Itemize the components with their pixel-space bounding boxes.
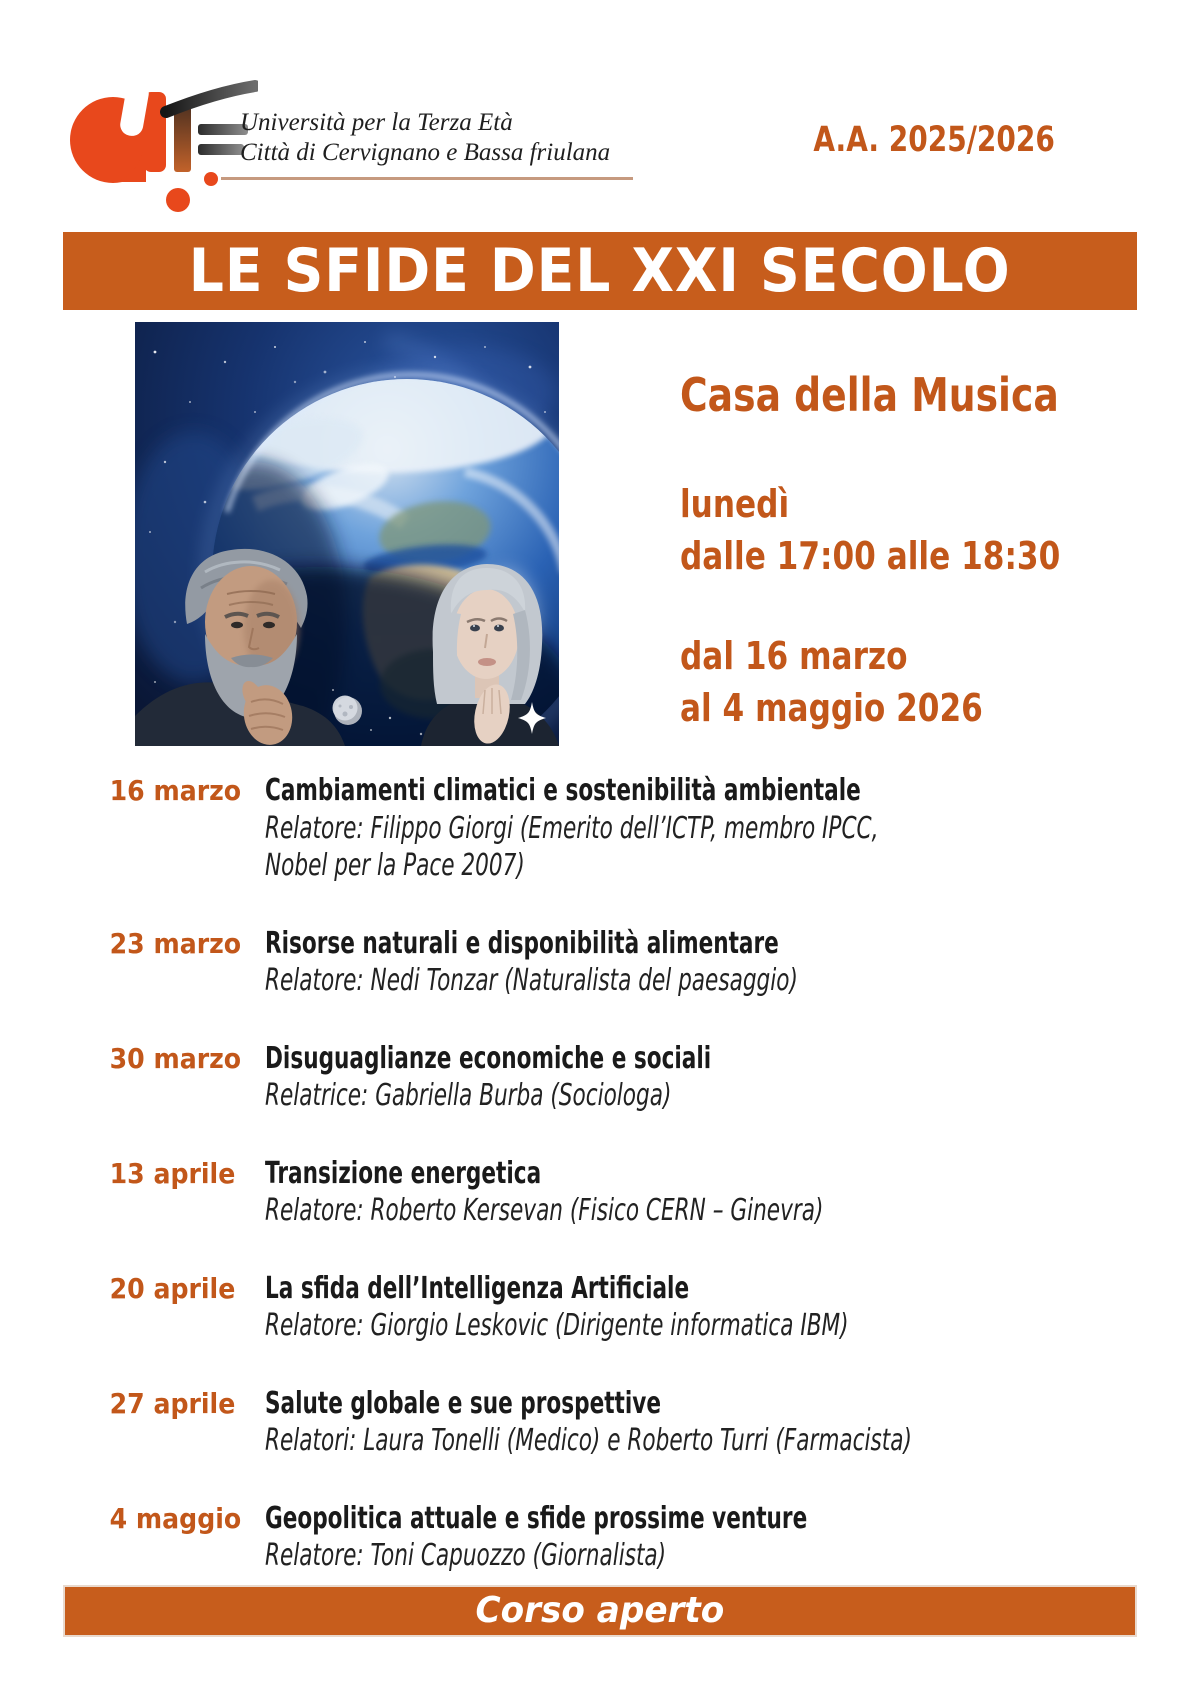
schedule-title: La sfida dell’Intelligenza Artificiale — [265, 1270, 690, 1306]
schedule-date: 30 marzo — [109, 1041, 242, 1075]
schedule-title: Salute globale e sue prospettive — [265, 1385, 662, 1421]
schedule-row — [0, 1385, 1200, 1460]
time-range: dalle 17:00 alle 18:30 — [680, 534, 1061, 578]
open-course-label: Corso aperto — [475, 1590, 725, 1631]
schedule-speaker: Relatore: Nedi Tonzar (Naturalista del paesaggio) — [265, 963, 798, 998]
schedule-speaker: Relatori: Laura Tonelli (Medico) e Roberto Turri (Farmacista) — [265, 1423, 912, 1458]
schedule-row — [0, 1155, 1200, 1230]
ute-logo — [68, 78, 258, 218]
course-info — [680, 368, 1139, 748]
course-poster-image — [135, 322, 559, 746]
venue: Casa della Musica — [680, 368, 1059, 422]
schedule-date: 20 aprile — [109, 1271, 236, 1305]
title-banner — [63, 232, 1137, 310]
schedule-speaker: Relatore: Toni Capuozzo (Giornalista) — [265, 1538, 667, 1573]
schedule-row — [0, 1500, 1200, 1575]
schedule-date: 23 marzo — [109, 926, 242, 960]
header-divider — [221, 177, 633, 180]
academic-year: A.A. 2025/2026 — [813, 120, 1055, 160]
org-line-1: Università per la Terza Età — [240, 109, 513, 136]
schedule-row — [0, 925, 1200, 1000]
schedule-row — [0, 772, 1200, 885]
schedule-speaker: Relatore: Giorgio Leskovic (Dirigente informatica IBM) — [265, 1308, 849, 1343]
end-date: al 4 maggio 2026 — [680, 686, 983, 730]
schedule-row — [0, 1040, 1200, 1115]
logo-dot-large — [166, 188, 190, 212]
schedule-title: Risorse naturali e disponibilità alimentare — [265, 925, 779, 961]
footer-banner — [63, 1585, 1137, 1637]
schedule-speaker: Relatrice: Gabriella Burba (Sociologa) — [265, 1078, 672, 1113]
schedule-title: Transizione energetica — [265, 1155, 542, 1191]
org-line-2: Città di Cervignano e Bassa friulana — [240, 139, 611, 166]
schedule-title: Disuguaglianze economiche e sociali — [265, 1040, 712, 1076]
schedule-row — [0, 1270, 1200, 1345]
ute-logo-graphic — [68, 78, 258, 218]
schedule-date: 4 maggio — [109, 1501, 242, 1535]
schedule-title: Geopolitica attuale e sfide prossime venture — [265, 1500, 808, 1536]
earth-illustration — [135, 322, 559, 746]
logo-dot-small — [204, 172, 218, 186]
schedule-speaker: Relatore: Filippo Giorgi (Emerito dell’ICTP, membro IPCC, Nobel per la Pace 2007) — [265, 810, 879, 883]
schedule-date: 27 aprile — [109, 1386, 236, 1420]
course-title: LE SFIDE DEL XXI SECOLO — [189, 236, 1011, 306]
schedule-date: 16 marzo — [109, 774, 242, 807]
start-date: dal 16 marzo — [680, 634, 908, 678]
schedule-speaker: Relatore: Roberto Kersevan (Fisico CERN – Ginevra) — [265, 1193, 824, 1228]
weekday: lunedì — [680, 482, 790, 526]
schedule-list — [0, 772, 1200, 1615]
organization-name — [240, 108, 610, 168]
schedule-date: 13 aprile — [109, 1156, 236, 1190]
schedule-title: Cambiamenti climatici e sostenibilità ambientale — [265, 773, 861, 808]
